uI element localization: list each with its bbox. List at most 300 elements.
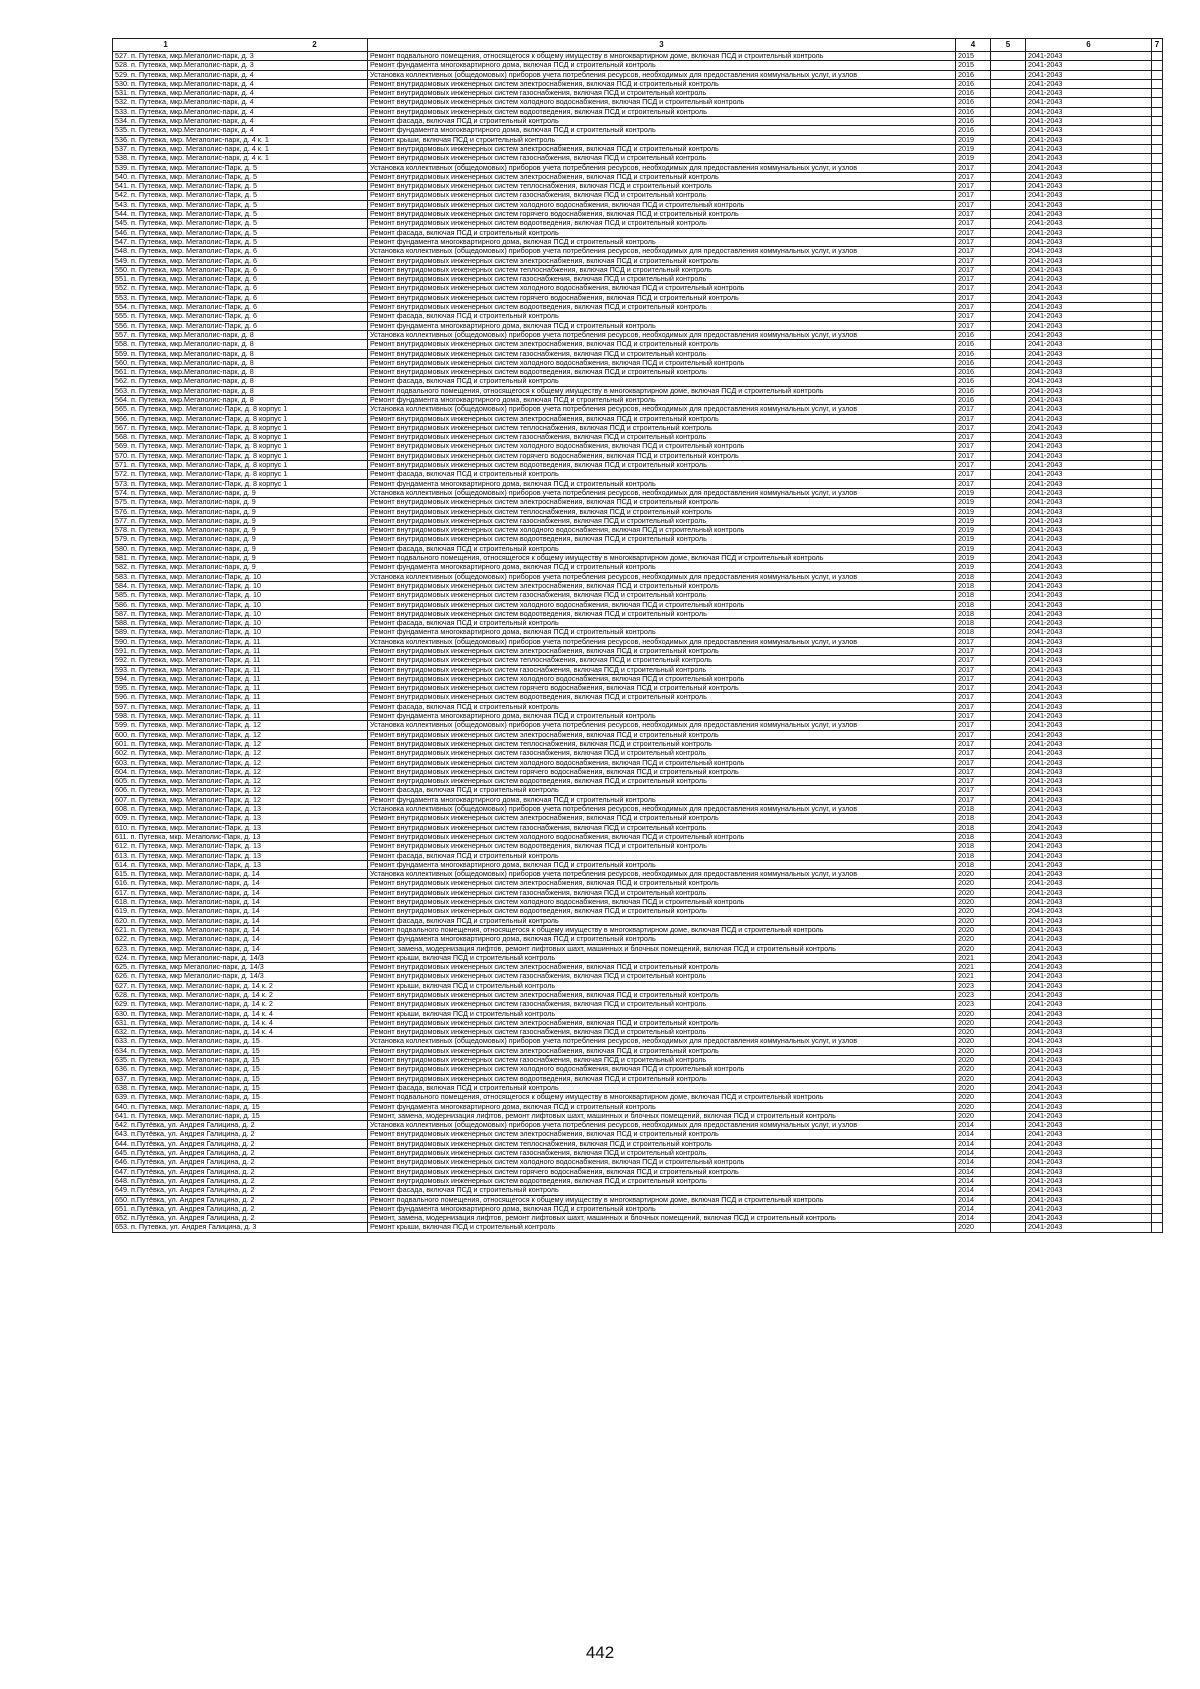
- address: п. Путевка, мкр. Мегаполис-Парк, д. 11: [131, 674, 261, 683]
- work-description-cell: Ремонт фундамента многоквартирного дома, включая ПСД и строительный контроль: [368, 126, 956, 135]
- row-number: 546.: [115, 228, 129, 237]
- col-5-cell: [991, 693, 1026, 702]
- table-row: [113, 656, 1163, 665]
- address: п. Путевка, мкр. Мегаполис-Парк, д. 10: [131, 609, 261, 618]
- address-cell: [113, 526, 368, 535]
- address: п. Путевка, мкр. Мегаполис-парк, д. 9: [131, 534, 256, 544]
- address: п. Путевка, мкр. Мегаполис-парк, д. 15: [131, 1074, 260, 1083]
- address: п. Путевка, мкр. Мегаполис-Парк, д. 13: [131, 860, 261, 869]
- address-cell: [113, 154, 368, 163]
- address-cell: [113, 1149, 368, 1158]
- period-cell: 2041-2043: [1026, 349, 1152, 358]
- address: п. Путевка, мкр. Мегаполис-Парк, д. 8 корпус 1: [131, 414, 288, 423]
- col-5-cell: [991, 581, 1026, 590]
- row-number: 556.: [115, 321, 129, 330]
- col-5-cell: [991, 488, 1026, 497]
- year-cell: 2016: [956, 79, 991, 88]
- col-5-cell: [991, 1186, 1026, 1195]
- table-row: [113, 860, 1163, 869]
- col-7-cell: [1152, 1028, 1163, 1037]
- address-cell: [113, 628, 368, 637]
- row-number: 650.: [115, 1195, 129, 1204]
- work-description-cell: Ремонт внутридомовых инженерных систем газоснабжения, включая ПСД и строительный контроль: [368, 1056, 956, 1065]
- col-5-cell: [991, 721, 1026, 730]
- col-7-cell: [1152, 117, 1163, 126]
- col-5-cell: [991, 368, 1026, 377]
- work-description-cell: Ремонт внутридомовых инженерных систем электроснабжения, включая ПСД и строительный контроль: [368, 990, 956, 999]
- work-description-cell: Ремонт внутридомовых инженерных систем горячего водоснабжения, включая ПСД и строительный контроль: [368, 293, 956, 302]
- address: п. Путевка, мкр.Мегаполис-парк, д. 4: [131, 116, 254, 126]
- col-7-cell: [1152, 182, 1163, 191]
- col-5-cell: [991, 1176, 1026, 1185]
- row-number: 582.: [115, 562, 129, 572]
- col-5-cell: [991, 535, 1026, 544]
- work-description-cell: Ремонт фундамента многоквартирного дома, включая ПСД и строительный контроль: [368, 1102, 956, 1111]
- address-cell: [113, 907, 368, 916]
- address: п. Путевка, мкр. Мегаполис-парк, д. 14: [131, 906, 260, 916]
- period-cell: 2041-2043: [1026, 898, 1152, 907]
- year-cell: 2017: [956, 247, 991, 256]
- period-cell: 2041-2043: [1026, 1102, 1152, 1111]
- address: п. Путевка, мкр. Мегаполис-Парк, д. 13: [131, 813, 261, 823]
- period-cell: 2041-2043: [1026, 953, 1152, 962]
- address: п. Путевка, мкр. Мегаполис-парк, д. 4 к. 1: [131, 153, 269, 163]
- row-number: 629.: [115, 999, 129, 1009]
- address: п. Путевка, мкр. Мегаполис-Парк, д. 12: [131, 730, 261, 739]
- col-5-cell: [991, 107, 1026, 116]
- col-5-cell: [991, 275, 1026, 284]
- table-row: [113, 1065, 1163, 1074]
- row-number: 618.: [115, 897, 129, 907]
- row-number: 566.: [115, 414, 129, 423]
- address: п. Путевка, мкр. Мегаполис-Парк, д. 11: [131, 646, 261, 655]
- work-description-cell: Ремонт подвального помещения, относящегося к общему имуществу в многоквартирном доме, включая ПСД и строительный контроль: [368, 1093, 956, 1102]
- period-cell: 2041-2043: [1026, 488, 1152, 497]
- work-description-cell: Ремонт внутридомовых инженерных систем электроснабжения, включая ПСД и строительный контроль: [368, 730, 956, 739]
- row-number: 635.: [115, 1055, 129, 1065]
- col-7-cell: [1152, 1121, 1163, 1130]
- row-number: 625.: [115, 962, 129, 972]
- table-row: [113, 1000, 1163, 1009]
- work-description-cell: Ремонт внутридомовых инженерных систем водоотведения, включая ПСД и строительный контроль: [368, 1074, 956, 1083]
- address-cell: [113, 349, 368, 358]
- row-number: 592.: [115, 655, 129, 665]
- period-cell: 2041-2043: [1026, 182, 1152, 191]
- period-cell: 2041-2043: [1026, 498, 1152, 507]
- work-description-cell: Ремонт подвального помещения, относящегося к общему имуществу в многоквартирном доме, включая ПСД и строительный контроль: [368, 925, 956, 934]
- row-number: 612.: [115, 841, 129, 851]
- work-description-cell: Установка коллективных (общедомовых) приборов учета потребления ресурсов, необходимых для предоставления коммунальных услуг, и узлов: [368, 1121, 956, 1130]
- col-7-cell: [1152, 1037, 1163, 1046]
- address: п. Путевка, мкр. Мегаполис-Парк, д. 11: [131, 692, 261, 702]
- col-5-cell: [991, 981, 1026, 990]
- address: п. Путевка, мкр. Мегаполис-парк, д. 14: [131, 944, 260, 953]
- col-5-cell: [991, 70, 1026, 79]
- row-number: 595.: [115, 683, 129, 693]
- address-cell: [113, 925, 368, 934]
- col-5-cell: [991, 228, 1026, 237]
- period-cell: 2041-2043: [1026, 1176, 1152, 1185]
- year-cell: 2020: [956, 1037, 991, 1046]
- table-row: [113, 1111, 1163, 1120]
- table-row: [113, 442, 1163, 451]
- year-cell: 2019: [956, 516, 991, 525]
- col-5-cell: [991, 544, 1026, 553]
- address: п. Путевка, мкр. Мегаполис-Парк, д. 6: [131, 274, 257, 284]
- period-cell: 2041-2043: [1026, 507, 1152, 516]
- table-row: [113, 191, 1163, 200]
- address: п.Путёвка, ул. Андрея Галицина, д. 2: [131, 1139, 255, 1148]
- row-number: 586.: [115, 600, 129, 609]
- year-cell: 2018: [956, 851, 991, 860]
- col-5-cell: [991, 600, 1026, 609]
- address-cell: [113, 554, 368, 563]
- col-5-cell: [991, 395, 1026, 404]
- row-number: 616.: [115, 878, 129, 888]
- col-5-cell: [991, 953, 1026, 962]
- period-cell: 2041-2043: [1026, 200, 1152, 209]
- address: п. Путевка, мкр. Мегаполис-Парк, д. 8 корпус 1: [131, 469, 288, 479]
- header-col-5: 5: [991, 39, 1026, 52]
- address-cell: [113, 89, 368, 98]
- year-cell: 2017: [956, 172, 991, 181]
- work-description-cell: Ремонт внутридомовых инженерных систем газоснабжения, включая ПСД и строительный контроль: [368, 154, 956, 163]
- work-description-cell: Ремонт внутридомовых инженерных систем горячего водоснабжения, включая ПСД и строительный контроль: [368, 767, 956, 776]
- period-cell: 2041-2043: [1026, 693, 1152, 702]
- work-description-cell: Ремонт внутридомовых инженерных систем электроснабжения, включая ПСД и строительный контроль: [368, 340, 956, 349]
- work-description-cell: Ремонт внутридомовых инженерных систем электроснабжения, включая ПСД и строительный контроль: [368, 144, 956, 153]
- period-cell: 2041-2043: [1026, 219, 1152, 228]
- row-number: 591.: [115, 646, 129, 655]
- row-number: 640.: [115, 1102, 129, 1111]
- address: п. Путевка, мкр. Мегаполис-парк, д. 9: [131, 544, 256, 553]
- row-number: 571.: [115, 460, 129, 470]
- table-row: [113, 349, 1163, 358]
- year-cell: 2017: [956, 191, 991, 200]
- address-cell: [113, 972, 368, 981]
- work-description-cell: Ремонт фасада, включая ПСД и строительный контроль: [368, 786, 956, 795]
- address-cell: [113, 591, 368, 600]
- col-5-cell: [991, 739, 1026, 748]
- col-5-cell: [991, 451, 1026, 460]
- address-cell: [113, 795, 368, 804]
- row-number: 549.: [115, 256, 129, 265]
- table-row: [113, 386, 1163, 395]
- address-cell: [113, 256, 368, 265]
- year-cell: 2016: [956, 98, 991, 107]
- row-number: 538.: [115, 153, 129, 163]
- address: п.Путёвка, ул. Андрея Галицина, д. 2: [131, 1185, 255, 1195]
- work-description-cell: Ремонт внутридомовых инженерных систем водоотведения, включая ПСД и строительный контроль: [368, 461, 956, 470]
- address-cell: [113, 358, 368, 367]
- year-cell: 2017: [956, 405, 991, 414]
- col-5-cell: [991, 563, 1026, 572]
- year-cell: 2020: [956, 944, 991, 953]
- work-description-cell: Ремонт внутридомовых инженерных систем газоснабжения, включая ПСД и строительный контроль: [368, 433, 956, 442]
- col-5-cell: [991, 1046, 1026, 1055]
- address: п. Путевка, мкр. Мегаполис-парк, д. 14: [131, 878, 260, 888]
- row-number: 617.: [115, 888, 129, 897]
- col-5-cell: [991, 888, 1026, 897]
- col-5-cell: [991, 498, 1026, 507]
- col-7-cell: [1152, 1093, 1163, 1102]
- work-description-cell: Ремонт внутридомовых инженерных систем электроснабжения, включая ПСД и строительный контроль: [368, 963, 956, 972]
- work-description-cell: Ремонт подвального помещения, относящегося к общему имуществу в многоквартирном доме, включая ПСД и строительный контроль: [368, 52, 956, 61]
- table-row: [113, 721, 1163, 730]
- col-7-cell: [1152, 423, 1163, 432]
- work-description-cell: Ремонт подвального помещения, относящегося к общему имуществу в многоквартирном доме, включая ПСД и строительный контроль: [368, 554, 956, 563]
- address: п. Путевка, мкр. Мегаполис-Парк, д. 13: [130, 832, 261, 841]
- year-cell: 2014: [956, 1176, 991, 1185]
- col-5-cell: [991, 135, 1026, 144]
- col-7-cell: [1152, 823, 1163, 832]
- work-description-cell: Ремонт внутридомовых инженерных систем газоснабжения, включая ПСД и строительный контроль: [368, 275, 956, 284]
- col-7-cell: [1152, 619, 1163, 628]
- row-number: 645.: [115, 1148, 129, 1158]
- year-cell: 2017: [956, 795, 991, 804]
- address: п. Путевка, мкр. Мегаполис-парк, д. 9: [131, 516, 256, 525]
- header-col-4: 4: [956, 39, 991, 52]
- col-5-cell: [991, 191, 1026, 200]
- address-cell: [113, 219, 368, 228]
- work-description-cell: Ремонт фасада, включая ПСД и строительный контроль: [368, 702, 956, 711]
- period-cell: 2041-2043: [1026, 600, 1152, 609]
- table-row: [113, 591, 1163, 600]
- table-row: [113, 581, 1163, 590]
- table-row: [113, 107, 1163, 116]
- col-5-cell: [991, 572, 1026, 581]
- col-7-cell: [1152, 907, 1163, 916]
- row-number: 544.: [115, 209, 129, 219]
- repair-program-table: [112, 38, 1163, 1233]
- address: п.Путёвка, ул. Андрея Галицина, д. 2: [131, 1120, 255, 1130]
- period-cell: 2041-2043: [1026, 1009, 1152, 1018]
- work-description-cell: Ремонт внутридомовых инженерных систем электроснабжения, включая ПСД и строительный контроль: [368, 256, 956, 265]
- period-cell: 2041-2043: [1026, 805, 1152, 814]
- work-description-cell: Ремонт внутридомовых инженерных систем газоснабжения, включая ПСД и строительный контроль: [368, 665, 956, 674]
- work-description-cell: Ремонт фасада, включая ПСД и строительный контроль: [368, 228, 956, 237]
- work-description-cell: Ремонт внутридомовых инженерных систем холодного водоснабжения, включая ПСД и строительный контроль: [368, 898, 956, 907]
- year-cell: 2017: [956, 293, 991, 302]
- year-cell: 2020: [956, 1074, 991, 1083]
- work-description-cell: Ремонт внутридомовых инженерных систем газоснабжения, включая ПСД и строительный контроль: [368, 349, 956, 358]
- table-row: [113, 879, 1163, 888]
- address-cell: [113, 721, 368, 730]
- work-description-cell: Ремонт внутридомовых инженерных систем электроснабжения, включая ПСД и строительный контроль: [368, 1046, 956, 1055]
- address-cell: [113, 182, 368, 191]
- year-cell: 2018: [956, 814, 991, 823]
- col-5-cell: [991, 972, 1026, 981]
- work-description-cell: Ремонт фундамента многоквартирного дома, включая ПСД и строительный контроль: [368, 628, 956, 637]
- address: п. Путевка, мкр. Мегаполис-парк, д. 9: [131, 525, 256, 535]
- col-5-cell: [991, 117, 1026, 126]
- period-cell: 2041-2043: [1026, 451, 1152, 460]
- address: п.Путёвка, ул. Андрея Галицина, д. 2: [131, 1176, 255, 1185]
- address-cell: [113, 730, 368, 739]
- table-row: [113, 944, 1163, 953]
- col-5-cell: [991, 749, 1026, 758]
- address: п. Путевка, мкр. Мегаполис-Парк, д. 6: [131, 265, 257, 274]
- col-5-cell: [991, 1000, 1026, 1009]
- year-cell: 2016: [956, 70, 991, 79]
- address: п. Путевка, мкр.Мегаполис-парк, д. 3: [131, 51, 254, 60]
- col-7-cell: [1152, 312, 1163, 321]
- table-row: [113, 925, 1163, 934]
- table-row: [113, 795, 1163, 804]
- col-7-cell: [1152, 730, 1163, 739]
- address-cell: [113, 1195, 368, 1204]
- work-description-cell: Ремонт внутридомовых инженерных систем холодного водоснабжения, включая ПСД и строительный контроль: [368, 1158, 956, 1167]
- address-cell: [113, 674, 368, 683]
- row-number: 548.: [115, 246, 129, 256]
- address-cell: [113, 944, 368, 953]
- table-row: [113, 1149, 1163, 1158]
- row-number: 561.: [115, 367, 129, 377]
- table-row: [113, 526, 1163, 535]
- table-row: [113, 702, 1163, 711]
- col-7-cell: [1152, 275, 1163, 284]
- address: п.Путёвка, ул. Андрея Галицина, д. 2: [131, 1204, 255, 1213]
- period-cell: 2041-2043: [1026, 461, 1152, 470]
- address-cell: [113, 470, 368, 479]
- year-cell: 2016: [956, 89, 991, 98]
- year-cell: 2014: [956, 1167, 991, 1176]
- period-cell: 2041-2043: [1026, 1186, 1152, 1195]
- year-cell: 2017: [956, 665, 991, 674]
- address: п. Путевка, мкр. Мегаполис-Парк, д. 12: [131, 748, 261, 758]
- row-number: 543.: [115, 200, 129, 209]
- table-row: [113, 981, 1163, 990]
- address-cell: [113, 423, 368, 432]
- table-row: [113, 89, 1163, 98]
- col-5-cell: [991, 144, 1026, 153]
- table-row: [113, 1204, 1163, 1213]
- col-7-cell: [1152, 61, 1163, 70]
- address: п. Путевка, мкр. Мегаполис-Парк, д. 8 корпус 1: [131, 479, 288, 488]
- col-5-cell: [991, 470, 1026, 479]
- address-cell: [113, 1204, 368, 1213]
- col-7-cell: [1152, 442, 1163, 451]
- address-cell: [113, 395, 368, 404]
- year-cell: 2017: [956, 786, 991, 795]
- col-5-cell: [991, 712, 1026, 721]
- col-5-cell: [991, 1009, 1026, 1018]
- year-cell: 2019: [956, 507, 991, 516]
- address: п. Путевка, мкр. Мегаполис-Парк, д. 6: [131, 283, 257, 293]
- address: п.Путёвка, ул. Андрея Галицина, д. 2: [131, 1213, 255, 1223]
- work-description-cell: Ремонт фасада, включая ПСД и строительный контроль: [368, 1083, 956, 1092]
- period-cell: 2041-2043: [1026, 265, 1152, 274]
- address-cell: [113, 368, 368, 377]
- table-row: [113, 488, 1163, 497]
- row-number: 562.: [115, 376, 129, 386]
- col-7-cell: [1152, 507, 1163, 516]
- address: п. Путевка, мкр. Мегаполис-парк, д. 9: [131, 507, 256, 516]
- row-number: 643.: [115, 1129, 129, 1139]
- row-number: 598.: [115, 711, 129, 721]
- table-row: [113, 172, 1163, 181]
- col-5-cell: [991, 1028, 1026, 1037]
- year-cell: 2018: [956, 609, 991, 618]
- address-cell: [113, 1000, 368, 1009]
- table-row: [113, 953, 1163, 962]
- row-number: 631.: [115, 1018, 129, 1027]
- work-description-cell: Установка коллективных (общедомовых) приборов учета потребления ресурсов, необходимых для предоставления коммунальных услуг, и узлов: [368, 163, 956, 172]
- year-cell: 2018: [956, 591, 991, 600]
- period-cell: 2041-2043: [1026, 637, 1152, 646]
- period-cell: 2041-2043: [1026, 619, 1152, 628]
- address-cell: [113, 1093, 368, 1102]
- address: п. Путевка, мкр. Мегаполис-Парк, д. 13: [131, 804, 261, 814]
- table-row: [113, 935, 1163, 944]
- work-description-cell: Ремонт внутридомовых инженерных систем электроснабжения, включая ПСД и строительный контроль: [368, 1130, 956, 1139]
- address-cell: [113, 935, 368, 944]
- col-7-cell: [1152, 563, 1163, 572]
- period-cell: 2041-2043: [1026, 395, 1152, 404]
- year-cell: 2017: [956, 442, 991, 451]
- address: п. Путевка, мкр. Мегаполис-парк, д. 14 к. 2: [131, 999, 273, 1009]
- col-7-cell: [1152, 1046, 1163, 1055]
- table-row: [113, 135, 1163, 144]
- work-description-cell: Ремонт внутридомовых инженерных систем водоотведения, включая ПСД и строительный контроль: [368, 907, 956, 916]
- row-number: 630.: [115, 1009, 129, 1018]
- row-number: 602.: [115, 748, 129, 758]
- row-number: 614.: [115, 860, 129, 869]
- col-7-cell: [1152, 330, 1163, 339]
- col-7-cell: [1152, 1083, 1163, 1092]
- row-number: 564.: [115, 395, 129, 404]
- row-number: 575.: [115, 497, 129, 507]
- period-cell: 2041-2043: [1026, 191, 1152, 200]
- period-cell: 2041-2043: [1026, 795, 1152, 804]
- address: п. Путевка, ул. Андрея Галицина, д. 3: [131, 1222, 257, 1232]
- table-row: [113, 61, 1163, 70]
- address-cell: [113, 535, 368, 544]
- work-description-cell: Ремонт внутридомовых инженерных систем газоснабжения, включая ПСД и строительный контроль: [368, 1149, 956, 1158]
- table-row: [113, 498, 1163, 507]
- col-5-cell: [991, 163, 1026, 172]
- col-7-cell: [1152, 665, 1163, 674]
- work-description-cell: Ремонт внутридомовых инженерных систем теплоснабжения, включая ПСД и строительный контроль: [368, 182, 956, 191]
- col-7-cell: [1152, 1074, 1163, 1083]
- address: п. Путевка, мкр. Мегаполис-парк, д. 15: [131, 1055, 260, 1065]
- year-cell: 2017: [956, 721, 991, 730]
- address: п. Путевка, мкр. Мегаполис-Парк, д. 13: [131, 841, 261, 851]
- work-description-cell: Ремонт внутридомовых инженерных систем холодного водоснабжения, включая ПСД и строительный контроль: [368, 1065, 956, 1074]
- row-number: 615.: [115, 869, 129, 879]
- period-cell: 2041-2043: [1026, 554, 1152, 563]
- row-number: 589.: [115, 627, 129, 637]
- table-row: [113, 461, 1163, 470]
- col-5-cell: [991, 433, 1026, 442]
- address: п.Путёвка, ул. Андрея Галицина, д. 2: [131, 1167, 255, 1176]
- year-cell: 2017: [956, 767, 991, 776]
- address: п. Путевка, мкр.Мегаполис-парк, д. 8: [131, 339, 254, 349]
- table-row: [113, 1046, 1163, 1055]
- row-number: 644.: [115, 1139, 129, 1148]
- table-row: [113, 70, 1163, 79]
- table-row: [113, 1009, 1163, 1018]
- work-description-cell: Ремонт внутридомовых инженерных систем водоотведения, включая ПСД и строительный контроль: [368, 368, 956, 377]
- period-cell: 2041-2043: [1026, 925, 1152, 934]
- period-cell: 2041-2043: [1026, 144, 1152, 153]
- table-row: [113, 1056, 1163, 1065]
- period-cell: 2041-2043: [1026, 1037, 1152, 1046]
- work-description-cell: Установка коллективных (общедомовых) приборов учета потребления ресурсов, необходимых для предоставления коммунальных услуг, и узлов: [368, 805, 956, 814]
- col-5-cell: [991, 1158, 1026, 1167]
- work-description-cell: Ремонт фасада, включая ПСД и строительный контроль: [368, 851, 956, 860]
- year-cell: 2017: [956, 182, 991, 191]
